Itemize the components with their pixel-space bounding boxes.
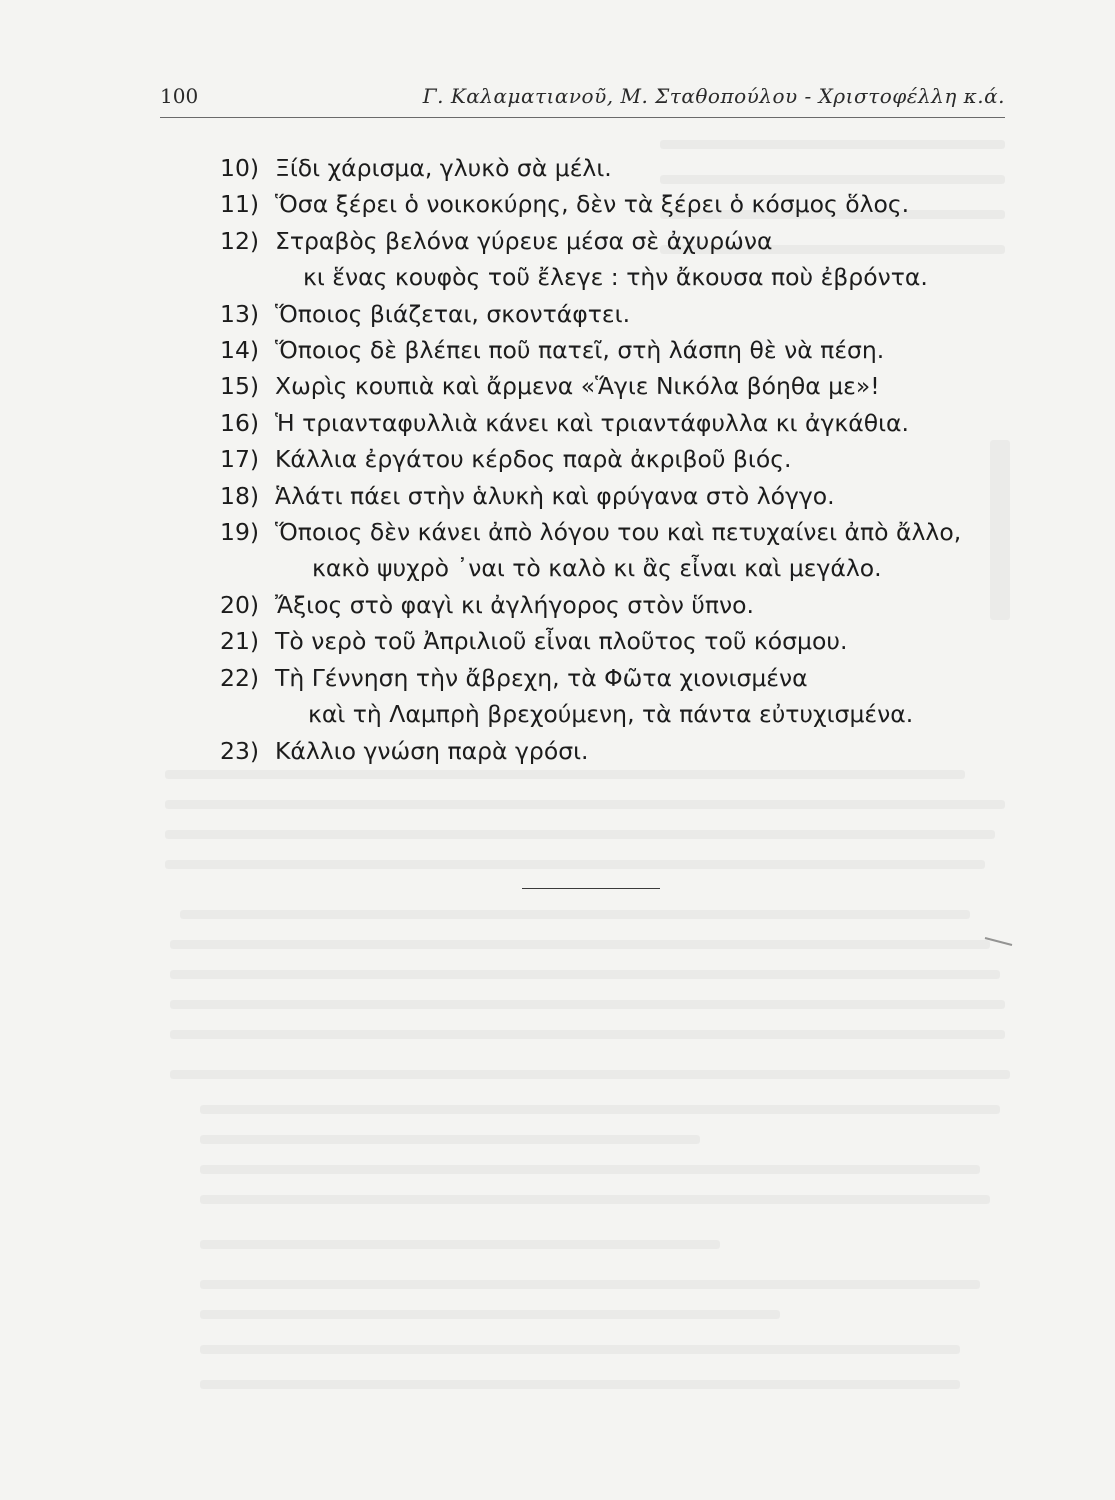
proverb-text: Ὅποιος δὲ βλέπει ποῦ πατεῖ, στὴ λάσπη θὲ νὰ πέση.	[275, 336, 885, 365]
proverb-text: Κάλλια ἐργάτου κέρδος παρὰ ἀκριβοῦ βιός.	[275, 445, 792, 474]
running-head: Γ. Καλαματιανοῦ, Μ. Σταθοπούλου - Χριστοφέλλη κ.ά.	[422, 84, 1005, 108]
proverb-number: 16)	[220, 408, 260, 437]
proverb-number: 23)	[220, 736, 260, 765]
proverb-continuation: καὶ τὴ Λαμπρὴ βρεχούμενη, τὰ πάντα εὐτυχισμένα.	[308, 700, 914, 729]
proverb-number: 15)	[220, 372, 260, 401]
page-header	[160, 84, 1005, 114]
proverb-19	[220, 514, 1030, 550]
proverb-text: Τὸ νερὸ τοῦ Ἀπριλιοῦ εἶναι πλοῦτος τοῦ κόσμου.	[275, 627, 848, 656]
proverb-continuation: κακὸ ψυχρὸ ᾽ναι τὸ καλὸ κι ἂς εἶναι καὶ μεγάλο.	[312, 554, 882, 583]
proverb-text: Τὴ Γέννηση τὴν ἄβρεχη, τὰ Φῶτα χιονισμένα	[275, 663, 808, 692]
proverb-15	[220, 368, 1030, 404]
proverb-number: 22)	[220, 663, 260, 692]
proverb-11	[220, 186, 1030, 222]
proverb-text: Στραβὸς βελόνα γύρευε μέσα σὲ ἀχυρώνα	[275, 226, 773, 255]
proverb-text: Ὅποιος δὲν κάνει ἀπὸ λόγου του καὶ πετυχαίνει ἀπὸ ἄλλο,	[275, 518, 962, 547]
proverb-number: 12)	[220, 226, 260, 255]
proverb-number: 21)	[220, 627, 260, 656]
proverb-23	[220, 733, 1030, 769]
proverb-number: 19)	[220, 518, 260, 547]
proverb-number: 17)	[220, 445, 260, 474]
proverb-17	[220, 441, 1030, 477]
proverb-text: Ἁλάτι πάει στὴν ἁλυκὴ καὶ φρύγανα στὸ λόγγο.	[275, 481, 835, 510]
proverb-text: Ξίδι χάρισμα, γλυκὸ σὰ μέλι.	[275, 154, 612, 182]
proverb-number: 20)	[220, 590, 260, 619]
proverb-number: 18)	[220, 481, 260, 510]
proverb-text: Κάλλιο γνώση παρὰ γρόσι.	[275, 736, 589, 765]
header-rule	[160, 117, 1005, 118]
proverb-number: 13)	[220, 299, 260, 328]
proverb-16	[220, 405, 1030, 441]
proverb-text: Ὅποιος βιάζεται, σκοντάφτει.	[275, 299, 631, 328]
proverb-14	[220, 332, 1030, 368]
page-number: 100	[160, 84, 199, 108]
proverb-text: Ἡ τριανταφυλλιὰ κάνει καὶ τριαντάφυλλα κι ἀγκάθια.	[275, 408, 910, 437]
proverb-number: 14)	[220, 336, 260, 365]
proverb-text: Ὅσα ξέρει ὁ νοικοκύρης, δὲν τὰ ξέρει ὁ κόσμος ὅλος.	[275, 190, 910, 219]
proverb-18	[220, 478, 1030, 514]
proverb-22	[220, 660, 1030, 696]
proverb-list	[220, 150, 1030, 769]
proverb-13	[220, 296, 1030, 332]
section-divider	[522, 888, 660, 889]
proverb-text: Χωρὶς κουπιὰ καὶ ἄρμενα «Ἅγιε Νικόλα βόηθα με»!	[275, 372, 880, 401]
proverb-number: 11)	[220, 190, 260, 219]
proverb-12	[220, 223, 1030, 259]
proverb-21	[220, 623, 1030, 659]
proverb-20	[220, 587, 1030, 623]
proverb-number: 10)	[220, 154, 260, 182]
proverb-continuation: κι ἕνας κουφὸς τοῦ ἔλεγε : τὴν ἄκουσα ποὺ ἐβρόντα.	[303, 263, 928, 292]
proverb-10	[220, 150, 1030, 186]
proverb-text: Ἄξιος στὸ φαγὶ κι ἀγλήγορος στὸν ὕπνο.	[275, 590, 755, 619]
